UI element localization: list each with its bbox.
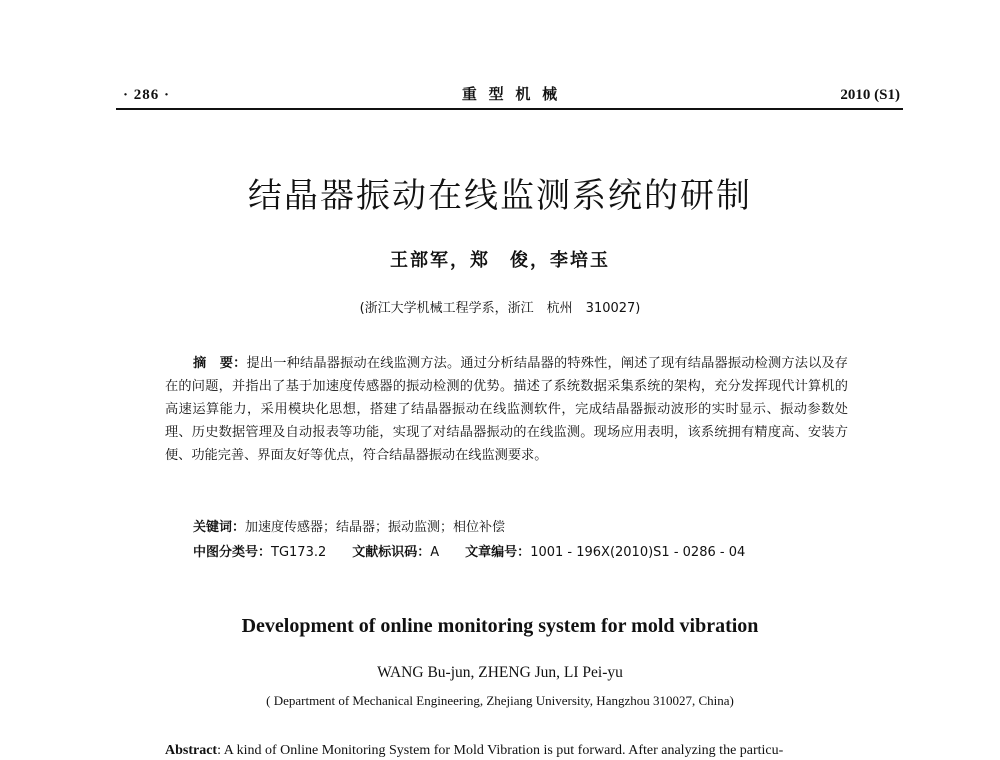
authors-cn: 王部军，郑 俊，李培玉 bbox=[390, 250, 610, 271]
abstract-en-text: : A kind of Online Monitoring System for Mold Vibration is put forward. After analyzing the particu- bbox=[217, 743, 784, 758]
abstract-en-label: Abstract bbox=[165, 743, 218, 758]
article-no-label: 文章编号： bbox=[465, 545, 531, 560]
clc-label: 中图分类号： bbox=[193, 545, 272, 560]
authors-en: WANG Bu-jun, ZHENG Jun, LI Pei-yu bbox=[377, 664, 623, 681]
paper-title-en: Development of online monitoring system for mold vibration bbox=[241, 615, 759, 637]
doc-code-label: 文献标识码： bbox=[352, 545, 431, 560]
running-header bbox=[123, 80, 900, 104]
paper-title-cn: 结晶器振动在线监测系统的研制 bbox=[248, 176, 752, 216]
abstract-cn-label: 摘 要： bbox=[193, 356, 247, 371]
clc-value: TG173.2 bbox=[271, 545, 327, 560]
keywords-cn bbox=[193, 516, 505, 535]
classification-line bbox=[193, 541, 745, 560]
doc-code-value: A bbox=[430, 545, 440, 560]
issue-number: 2010 (S1) bbox=[840, 87, 900, 103]
keywords-text: 加速度传感器；结晶器；振动监测；相位补偿 bbox=[245, 520, 506, 535]
abstract-en bbox=[165, 743, 855, 759]
abstract-cn bbox=[165, 352, 848, 467]
header-rule bbox=[116, 108, 903, 110]
affiliation-en: ( Department of Mechanical Engineering, Zhejiang University, Hangzhou 310027, China) bbox=[266, 693, 734, 708]
article-no-value: 1001 - 196X(2010)S1 - 0286 - 04 bbox=[530, 545, 746, 560]
journal-name: 重 型 机 械 bbox=[461, 87, 562, 103]
keywords-label: 关键词： bbox=[193, 520, 246, 535]
page-number: · 286 · bbox=[123, 87, 171, 103]
abstract-cn-text: 提出一种结晶器振动在线监测方法。通过分析结晶器的特殊性，阐述了现有结晶器振动检测方法以及存在的问题，并指出了基于加速度传感器的振动检测的优势。描述了系统数据采集系统的架构，充分发挥现代计算机的高速运算能力，采用模块化思想，搭建了结晶器振动在线监测软件，完成结晶器振动波形的实时显示、振动参数处理、历史数据管理及自动报表等功能，实现了对结晶器振动的在线监测。现场应用表明，该系统拥有精度高、安装方便、功能完善、界面友好等优点，符合结晶器振动在线监测要求。 bbox=[165, 356, 848, 463]
affiliation-cn: (浙江大学机械工程学系，浙江 杭州 310027) bbox=[359, 301, 641, 316]
